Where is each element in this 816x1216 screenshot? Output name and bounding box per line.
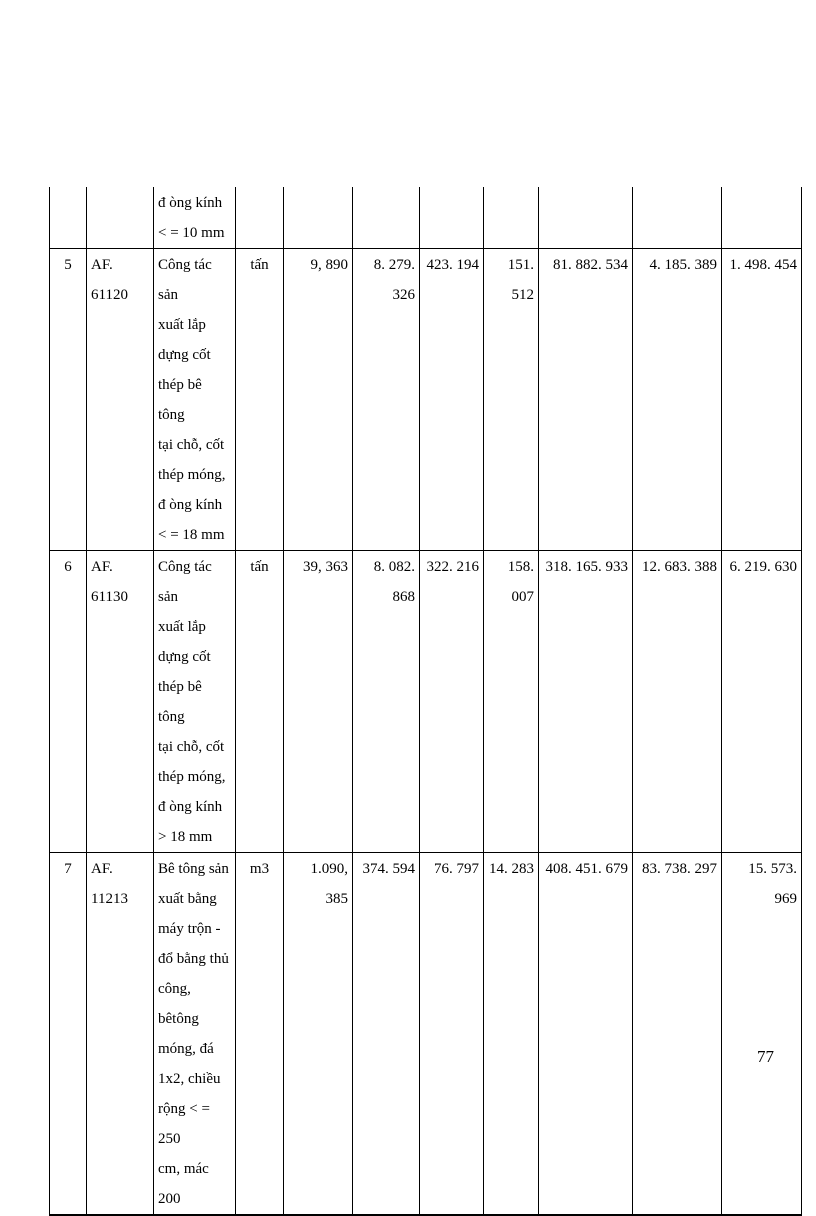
cell-text: 5 — [64, 257, 72, 273]
machine-total-cell — [722, 249, 802, 551]
cell-text-line: dựng cốt — [158, 347, 211, 363]
stt-cell — [50, 249, 87, 551]
cell-text-line: công, — [158, 981, 191, 997]
cell-text-line: 14. 283 — [489, 861, 534, 877]
cell-text-line: < = 10 mm — [158, 225, 225, 241]
cell-text-line: 8. 082. — [373, 559, 415, 575]
cell-text-line: đ òng kính — [158, 497, 223, 513]
material-total-cell — [539, 853, 633, 1216]
machine-unit-price-cell — [484, 853, 539, 1216]
cell-text-line: xuất lắp — [158, 317, 206, 333]
cell-text-line: 1x2, chiều — [158, 1071, 221, 1087]
cell-text-line: 007 — [511, 589, 534, 605]
material-total-cell — [539, 187, 633, 249]
cell-text-line: đ òng kính — [158, 799, 223, 815]
cell-text-line: rộng < = 250 — [158, 1101, 210, 1147]
cell-text-line: AF. — [91, 861, 113, 877]
cell-text-line: xuất bằng — [158, 891, 217, 907]
cell-text-line: Công tác sản — [158, 257, 212, 303]
material-unit-price-cell — [353, 187, 420, 249]
unit-cell — [236, 249, 284, 551]
cell-text-line: Bê tông sản — [158, 861, 229, 877]
machine-total-cell — [722, 853, 802, 1216]
quantity-cell — [284, 249, 353, 551]
cell-text-line: AF. — [91, 559, 113, 575]
labor-unit-price-cell — [420, 853, 484, 1216]
material-unit-price-cell — [353, 551, 420, 853]
cell-text: tấn — [250, 257, 269, 273]
cell-text-line: 868 — [392, 589, 415, 605]
cell-text-line: < = 18 mm — [158, 527, 225, 543]
description-cell — [154, 249, 236, 551]
material-total-cell — [539, 249, 633, 551]
material-unit-price-cell — [353, 249, 420, 551]
labor-total-cell — [633, 551, 722, 853]
stt-cell — [50, 187, 87, 249]
cell-text-line: > 18 mm — [158, 829, 213, 845]
labor-unit-price-cell — [420, 249, 484, 551]
cell-text-line: 9, 890 — [310, 257, 348, 273]
table-row — [50, 249, 802, 551]
cell-text-line: 76. 797 — [434, 861, 479, 877]
cell-text-line: 8. 279. — [373, 257, 415, 273]
cell-text-line: 83. 738. 297 — [642, 861, 717, 877]
cell-text-line: đổ bằng thủ — [158, 951, 229, 967]
cell-text-line: xuất lắp — [158, 619, 206, 635]
machine-total-cell — [722, 187, 802, 249]
cell-text-line: 151. — [507, 257, 534, 273]
cell-text-line: Công tác sản — [158, 559, 212, 605]
work-code-cell — [87, 187, 154, 249]
cell-text-line: thép bê tông — [158, 679, 202, 725]
cell-text-line: 423. 194 — [426, 257, 479, 273]
cell-text-line: tại chỗ, cốt — [158, 437, 225, 453]
cell-text-line: 512 — [511, 287, 534, 303]
cell-text: m3 — [249, 861, 270, 877]
cell-text: tấn — [250, 559, 269, 575]
description-cell — [154, 187, 236, 249]
cell-text-line: thép móng, — [158, 467, 226, 483]
work-code-cell — [87, 853, 154, 1216]
quantity-cell — [284, 551, 353, 853]
cell-text-line: 318. 165. 933 — [545, 559, 628, 575]
cell-text-line: 326 — [392, 287, 415, 303]
cell-text: 6 — [64, 559, 72, 575]
unit-cell — [236, 853, 284, 1216]
material-total-cell — [539, 551, 633, 853]
cell-text-line: 1.090, 385 — [310, 861, 348, 907]
unit-cell — [236, 551, 284, 853]
cell-text: 7 — [64, 861, 72, 877]
cell-text-line: 322. 216 — [426, 559, 479, 575]
description-cell — [154, 551, 236, 853]
description-cell — [154, 853, 236, 1216]
quantity-cell — [284, 853, 353, 1216]
cell-text-line: 12. 683. 388 — [642, 559, 717, 575]
page-number: 77 — [757, 1047, 774, 1066]
labor-unit-price-cell — [420, 551, 484, 853]
cell-text-line: 61130 — [91, 589, 128, 605]
labor-total-cell — [633, 853, 722, 1216]
labor-total-cell — [633, 249, 722, 551]
cell-text-line: AF. — [91, 257, 113, 273]
unit-cell — [236, 187, 284, 249]
machine-unit-price-cell — [484, 249, 539, 551]
cell-text-line: 6. 219. 630 — [729, 559, 797, 575]
cell-text-line: cm, mác 200 — [158, 1161, 209, 1207]
cell-text-line: 81. 882. 534 — [553, 257, 628, 273]
material-unit-price-cell — [353, 853, 420, 1216]
cell-text-line: 39, 363 — [303, 559, 348, 575]
work-code-cell — [87, 249, 154, 551]
cell-text-line: 15. 573. 969 — [748, 861, 797, 907]
cell-text-line: 1. 498. 454 — [729, 257, 797, 273]
machine-unit-price-cell — [484, 187, 539, 249]
cell-text-line: 408. 451. 679 — [545, 861, 628, 877]
table-body — [50, 187, 802, 1215]
cell-text-line: 374. 594 — [362, 861, 415, 877]
cell-text-line: dựng cốt — [158, 649, 211, 665]
labor-total-cell — [633, 187, 722, 249]
cell-text-line: thép móng, — [158, 769, 226, 785]
cell-text-line: đ òng kính — [158, 195, 223, 211]
cell-text-line: 61120 — [91, 287, 128, 303]
machine-total-cell — [722, 551, 802, 853]
quantity-cell — [284, 187, 353, 249]
table-row — [50, 853, 802, 1216]
stt-cell — [50, 551, 87, 853]
cell-text-line: 158. — [507, 559, 534, 575]
cell-text-line: bêtông — [158, 1011, 199, 1027]
machine-unit-price-cell — [484, 551, 539, 853]
cell-text-line: tại chỗ, cốt — [158, 739, 225, 755]
table-row — [50, 551, 802, 853]
cell-text-line: 11213 — [91, 891, 128, 907]
labor-unit-price-cell — [420, 187, 484, 249]
table-row — [50, 187, 802, 249]
cost-estimate-table — [49, 187, 802, 1216]
cell-text-line: 4. 185. 389 — [649, 257, 717, 273]
work-code-cell — [87, 551, 154, 853]
cell-text-line: móng, đá — [158, 1041, 214, 1057]
cell-text-line: máy trộn - — [158, 921, 221, 937]
cell-text-line: thép bê tông — [158, 377, 202, 423]
stt-cell — [50, 853, 87, 1216]
